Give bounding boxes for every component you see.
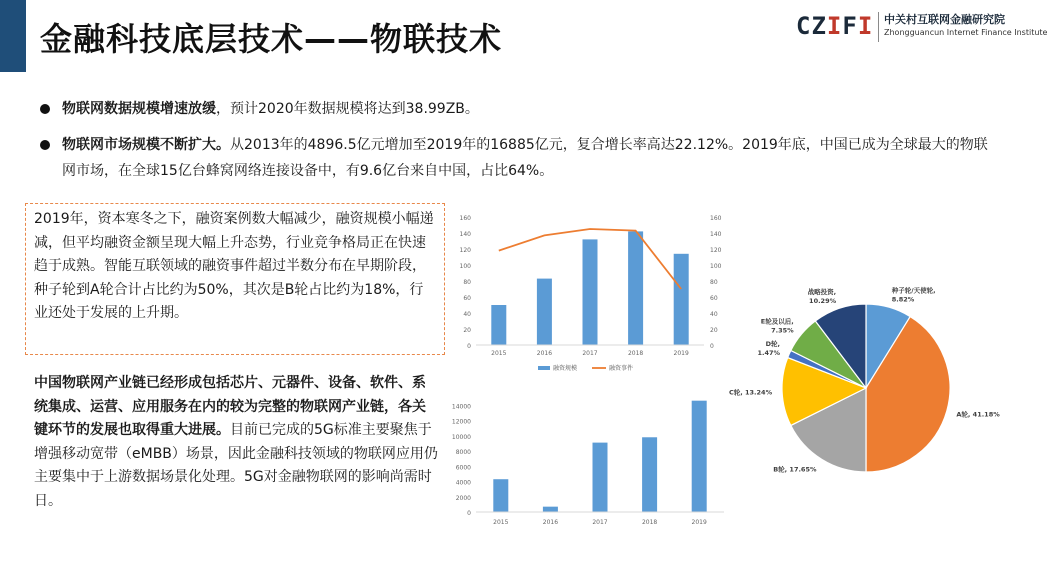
y-tick-left: 40 bbox=[463, 311, 471, 318]
y-tick: 0 bbox=[467, 510, 471, 517]
bar bbox=[583, 239, 598, 345]
financing-summary-box bbox=[25, 203, 445, 355]
x-tick-label: 2018 bbox=[627, 350, 644, 357]
pie-label: D轮, bbox=[765, 340, 781, 349]
legend-swatch bbox=[538, 366, 550, 370]
y-tick: 2000 bbox=[455, 494, 471, 502]
x-tick-label: 2015 bbox=[493, 519, 509, 526]
industry-chain-body: 目前已完成的5G标准主要聚焦于增强移动宽带（eMBB）场景，因此金融科技领域的物联网应用仍主要集中于上游数据场景化处理。5G对金融物联网的影响尚需时日。 bbox=[34, 422, 438, 509]
y-tick: 12000 bbox=[451, 418, 471, 426]
bullet-text: 从2013年的4896.5亿元增加至2019年的16885亿元，复合增长率高达22.12%。2019年底，中国已成为全球最大的物联网市场，在全球15亿台蜂窝网络连接设备中，有9.6亿台来自中国，占比64%。 bbox=[62, 137, 988, 179]
x-tick-label: 2017 bbox=[582, 350, 598, 357]
y-tick-left: 140 bbox=[459, 231, 471, 238]
y-tick-right: 120 bbox=[710, 247, 722, 254]
x-tick-label: 2016 bbox=[536, 350, 553, 357]
bullet-heading: 物联网数据规模增速放缓 bbox=[62, 101, 216, 117]
y-tick-right: 40 bbox=[710, 311, 718, 318]
pie-label-pct: 41.18% bbox=[970, 410, 1000, 419]
pie-label-pct: 8.82% bbox=[891, 295, 915, 304]
pie-label bbox=[773, 465, 817, 474]
pie-label: E轮及以后, bbox=[760, 317, 794, 326]
pie-label-pct: 1.47% bbox=[757, 349, 781, 358]
title-accent-bar bbox=[0, 0, 26, 72]
y-tick-left: 20 bbox=[463, 327, 471, 334]
market-size-bar-chart bbox=[446, 382, 726, 532]
y-tick-right: 160 bbox=[710, 215, 722, 222]
industry-chain-text bbox=[34, 372, 438, 513]
bar bbox=[543, 507, 558, 512]
pie-label-pct: 17.65% bbox=[787, 465, 817, 474]
y-tick-right: 140 bbox=[710, 231, 722, 238]
y-tick: 14000 bbox=[451, 403, 471, 411]
y-tick-left: 0 bbox=[467, 343, 471, 350]
institute-logo bbox=[796, 8, 1047, 48]
bar bbox=[642, 437, 657, 512]
pie-label-name: B轮, bbox=[773, 465, 788, 474]
logo-chinese-name: 中关村互联网金融研究院 bbox=[884, 13, 1005, 26]
y-tick: 4000 bbox=[455, 479, 471, 487]
y-tick-left: 160 bbox=[459, 215, 471, 222]
logo-english-name: Zhongguancun Internet Finance Institute bbox=[884, 28, 1047, 37]
pie-label: 种子轮/天使轮, bbox=[891, 286, 936, 295]
pie-label-name: A轮, bbox=[956, 410, 971, 419]
y-tick-right: 100 bbox=[710, 263, 722, 270]
bar bbox=[692, 401, 707, 512]
x-tick-label: 2015 bbox=[491, 350, 507, 357]
y-tick: 10000 bbox=[451, 433, 471, 441]
x-tick-label: 2016 bbox=[542, 519, 559, 526]
y-tick-right: 20 bbox=[710, 327, 718, 334]
y-tick-left: 100 bbox=[459, 263, 471, 270]
pie-label-pct: 10.29% bbox=[809, 296, 837, 305]
bar bbox=[628, 231, 643, 345]
pie-label: 战略投资, bbox=[807, 287, 837, 296]
y-tick-right: 80 bbox=[710, 279, 718, 286]
x-tick-label: 2019 bbox=[673, 350, 689, 357]
pie-label-name: C轮, bbox=[729, 388, 743, 397]
logo-mark-text: CZIFI bbox=[796, 12, 874, 40]
bar bbox=[491, 305, 506, 345]
y-tick: 8000 bbox=[455, 449, 471, 456]
pie-label bbox=[956, 409, 1000, 418]
bar bbox=[674, 254, 689, 345]
bullet-data-scale bbox=[40, 96, 1000, 122]
y-tick: 6000 bbox=[455, 464, 471, 472]
bullet-dot bbox=[40, 140, 50, 150]
y-tick-left: 80 bbox=[463, 279, 471, 286]
y-tick-left: 60 bbox=[463, 295, 471, 302]
bullet-heading: 物联网市场规模不断扩大。 bbox=[62, 137, 230, 153]
bullet-market-scale bbox=[40, 132, 1000, 184]
logo-divider bbox=[878, 12, 879, 42]
page-title: 金融科技底层技术——物联技术 bbox=[40, 20, 503, 58]
x-tick-label: 2018 bbox=[641, 519, 658, 526]
financing-combo-chart bbox=[446, 205, 736, 380]
financing-summary-text: 2019年，资本寒冬之下，融资案例数大幅减少，融资规模小幅递减，但平均融资金额呈现大幅上升态势，行业竞争格局正在快速趋于成熟。智能互联领域的融资事件超过半数分布在早期阶段，种子轮到A轮合计占比约为50%，其次是B轮占比约为18%，行业还处于发展的上升期。 bbox=[34, 211, 434, 321]
legend-label: 融资规模 bbox=[553, 365, 578, 372]
legend-label: 融资事件 bbox=[609, 365, 634, 372]
y-tick-left: 120 bbox=[459, 247, 471, 254]
bar bbox=[493, 479, 508, 512]
bullet-dot bbox=[40, 104, 50, 114]
pie-label-pct: 7.35% bbox=[771, 326, 794, 335]
logo-mark bbox=[796, 12, 873, 40]
y-tick-right: 0 bbox=[710, 343, 714, 350]
x-tick-label: 2019 bbox=[691, 519, 707, 526]
pie-label-pct: 13.24% bbox=[742, 388, 773, 397]
industry-chain-heading: 中国物联网产业链已经形成包括芯片、元器件、设备、软件、系统集成、运营、应用服务在内的较为完整的物联网产业链，各关键环节的发展也取得重大进展。 bbox=[34, 375, 426, 438]
pie-label bbox=[729, 387, 773, 396]
funding-round-pie-chart bbox=[729, 272, 1021, 492]
y-tick-right: 60 bbox=[710, 295, 718, 302]
bar bbox=[537, 279, 552, 345]
bullet-text: ，预计2020年数据规模将达到38.99ZB。 bbox=[216, 101, 479, 117]
bar bbox=[593, 443, 608, 512]
x-tick-label: 2017 bbox=[592, 519, 608, 526]
